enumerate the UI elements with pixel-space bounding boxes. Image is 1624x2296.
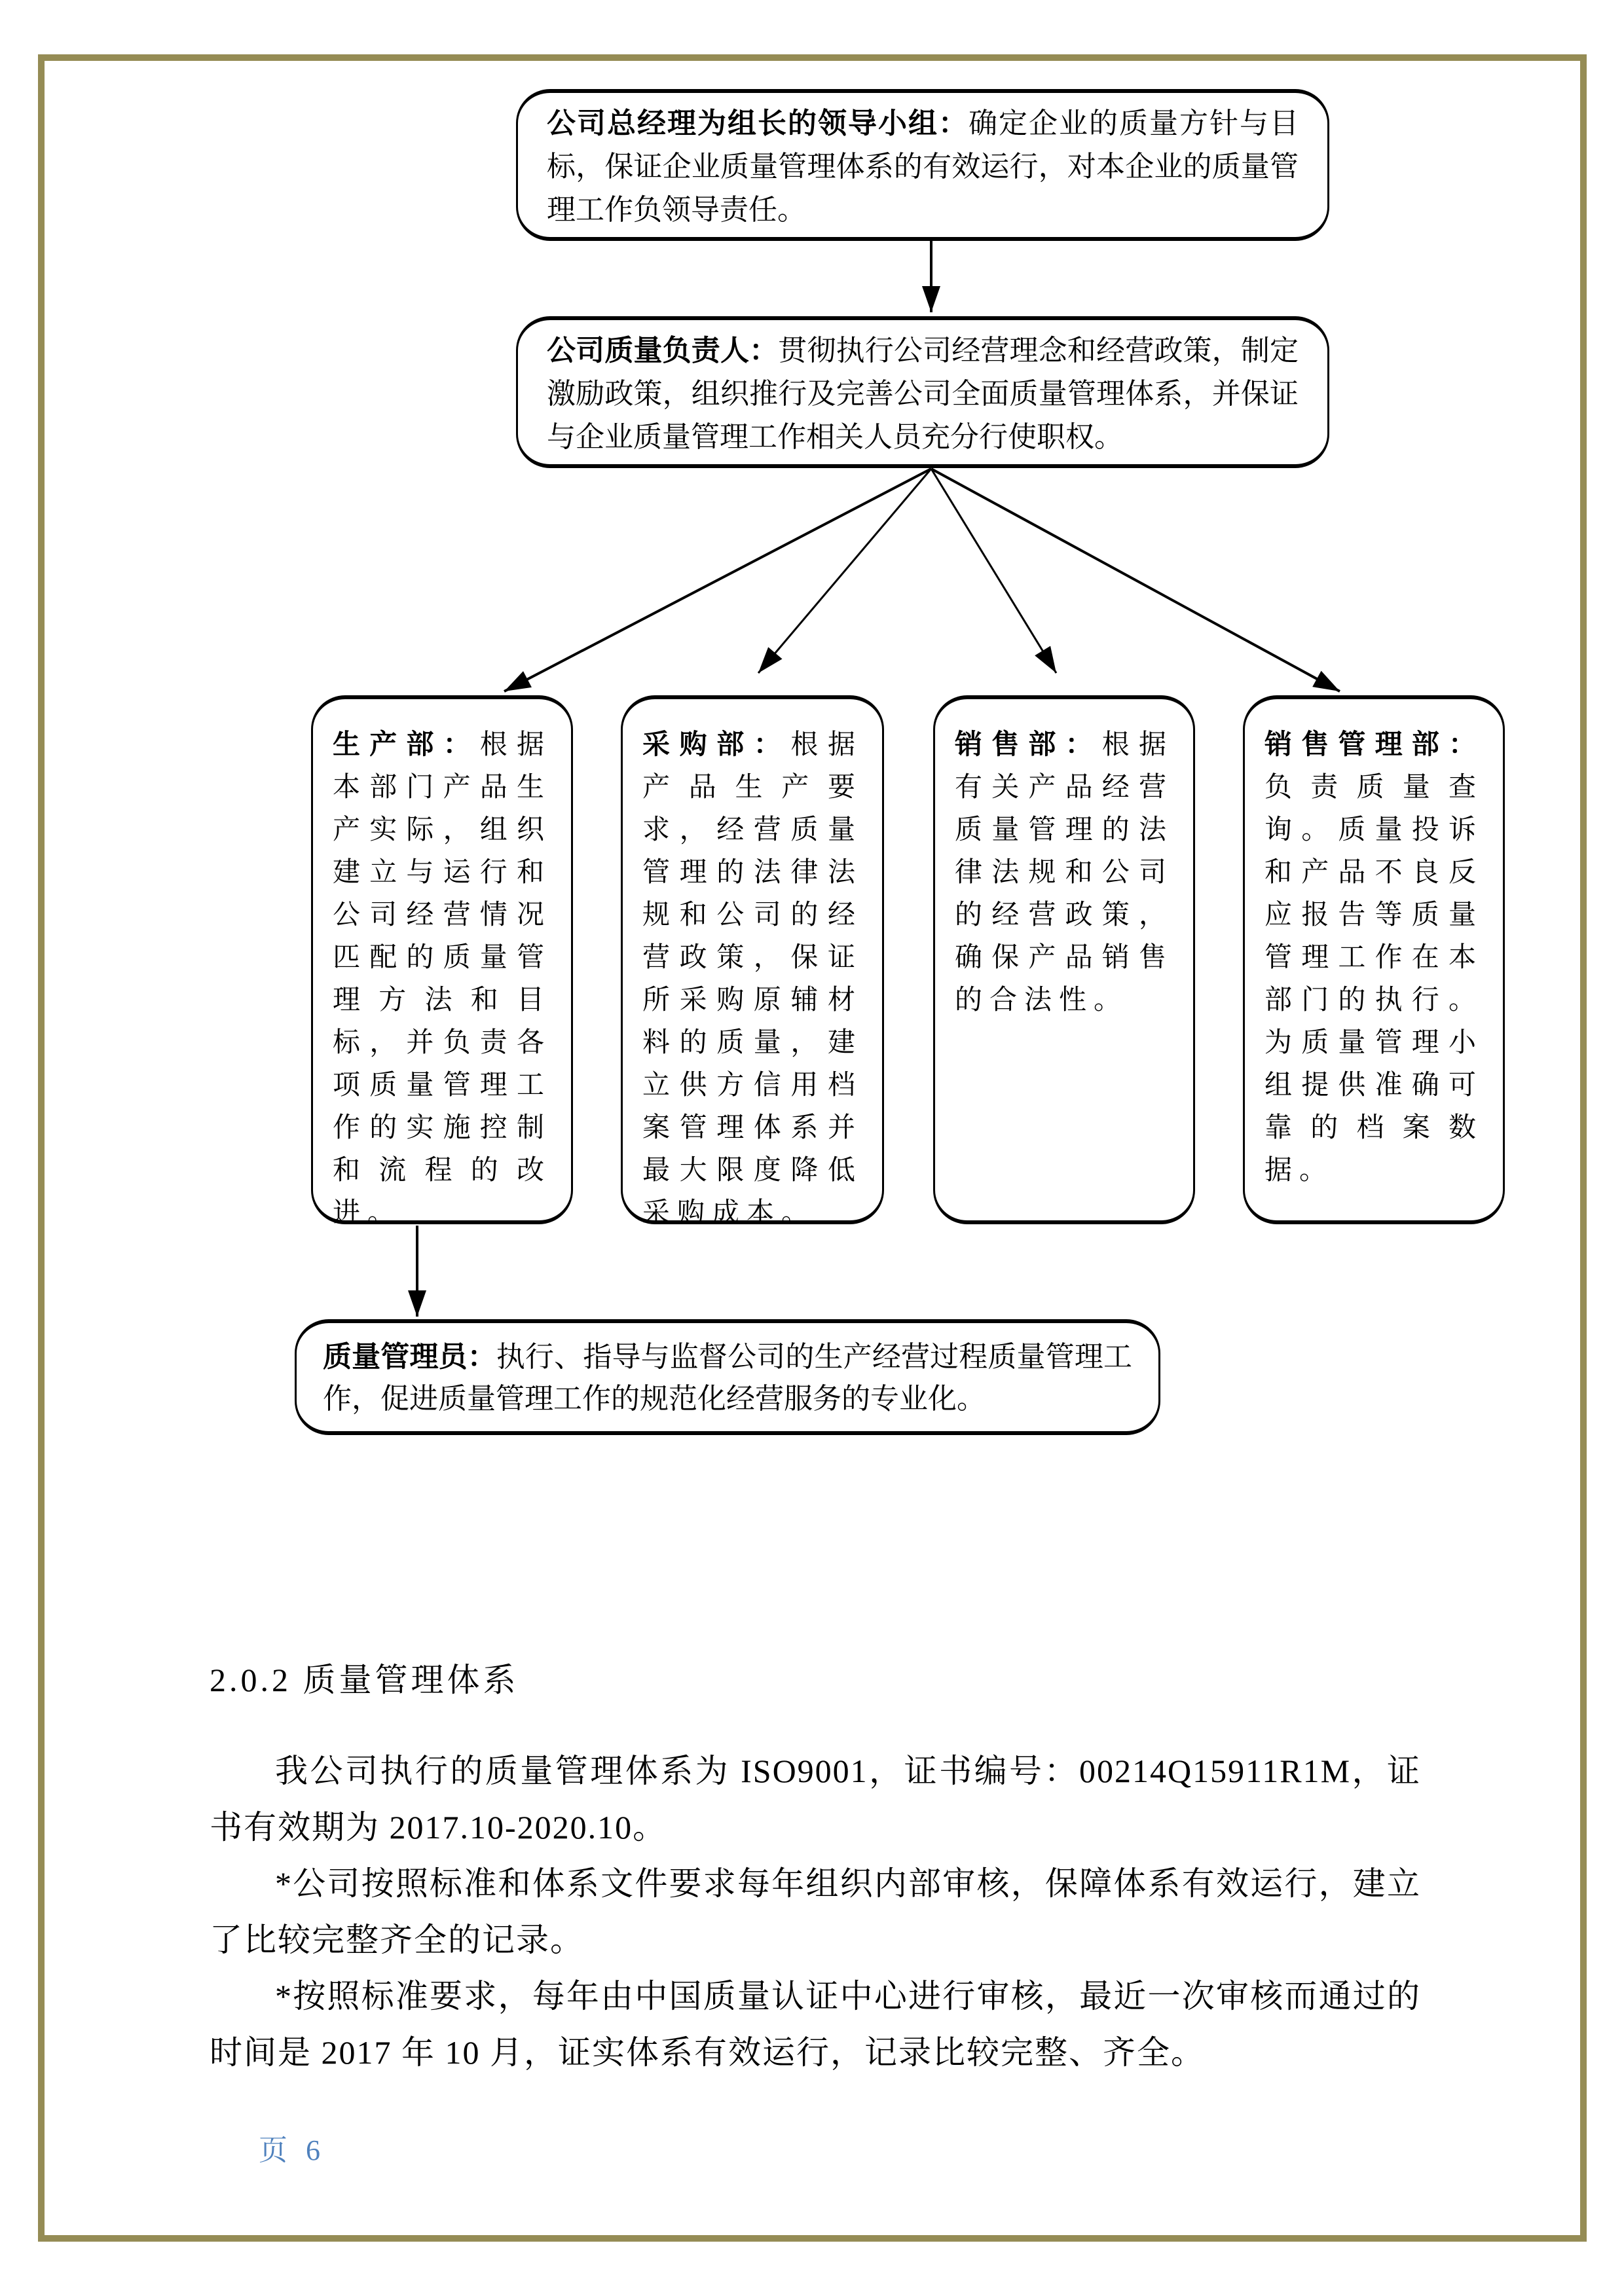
- quality-officer-box-title: 质量管理员：: [323, 1341, 496, 1373]
- page-number: 6: [306, 2134, 322, 2166]
- quality-officer-box-body: 执行、指导与监督公司的生产经营过程质量管理工作，促进质量管理工作的规范化经营服务的专业化。: [323, 1341, 1132, 1415]
- quality-officer-box: [295, 1319, 1160, 1435]
- dept-box-production-title: 生产部：: [333, 730, 480, 760]
- dept-box-procurement: [621, 695, 884, 1228]
- quality-head-box-body: 贯彻执行公司经营理念和经营政策，制定激励政策，组织推行及完善公司全面质量管理体系，并保证与企业质量管理工作相关人员充分行使职权。: [547, 335, 1299, 453]
- dept-box-production: [311, 695, 573, 1228]
- body-paragraph-2: *公司按照标准和体系文件要求每年组织内部审核，保障体系有效运行，建立了比较完整齐全的记录。: [210, 1865, 1421, 1958]
- dept-box-sales-title: 销售部：: [955, 730, 1102, 760]
- dept-box-sales-management-title: 销售管理部：: [1264, 730, 1483, 760]
- page-footer: [259, 2126, 322, 2168]
- dept-box-sales-management-body: 负责质量查询。质量投诉和产品不良反应报告等质量管理工作在本部门的执行。为质量管理小组提供准确可靠的档案数据。: [1264, 773, 1483, 1186]
- leader-group-box-title: 公司总经理为组长的领导小组：: [547, 107, 969, 139]
- section-heading: 2.0.2 质量管理体系: [210, 1662, 519, 1698]
- leader-group-box: [516, 89, 1329, 241]
- dept-box-sales-management: [1243, 695, 1505, 1224]
- body-text: [210, 1743, 1421, 2081]
- body-paragraph-3: *按照标准要求，每年由中国质量认证中心进行审核，最近一次审核而通过的时间是 2017 年 10 月，证实体系有效运行，记录比较完整、齐全。: [210, 1978, 1421, 2071]
- quality-head-box-title: 公司质量负责人：: [547, 335, 779, 367]
- body-paragraph-1: 我公司执行的质量管理体系为 ISO9001，证书编号：00214Q15911R1M，证书有效期为 2017.10-2020.10。: [210, 1753, 1421, 1846]
- dept-box-production-body: 根据本部门产品生产实际，组织建立与运行和公司经营情况匹配的质量管理方法和目标，并负责各项质量管理工作的实施控制和流程的改进。: [333, 730, 551, 1228]
- dept-box-procurement-title: 采购部：: [642, 730, 791, 760]
- dept-box-procurement-body: 根据产品生产要求，经营质量管理的法律法规和公司的经营政策，保证所采购原辅材料的质量，建立供方信用档案管理体系并最大限度降低采购成本。: [642, 730, 862, 1228]
- dept-box-sales: [933, 695, 1195, 1224]
- dept-box-sales-body: 根据有关产品经营质量管理的法律法规和公司的经营政策，确保产品销售的合法性。: [955, 730, 1173, 1015]
- quality-head-box: [516, 316, 1329, 468]
- leader-group-box-body: 确定企业的质量方针与目标，保证企业质量管理体系的有效运行，对本企业的质量管理工作负领导责任。: [547, 107, 1299, 226]
- page-footer-label: 页: [259, 2134, 289, 2166]
